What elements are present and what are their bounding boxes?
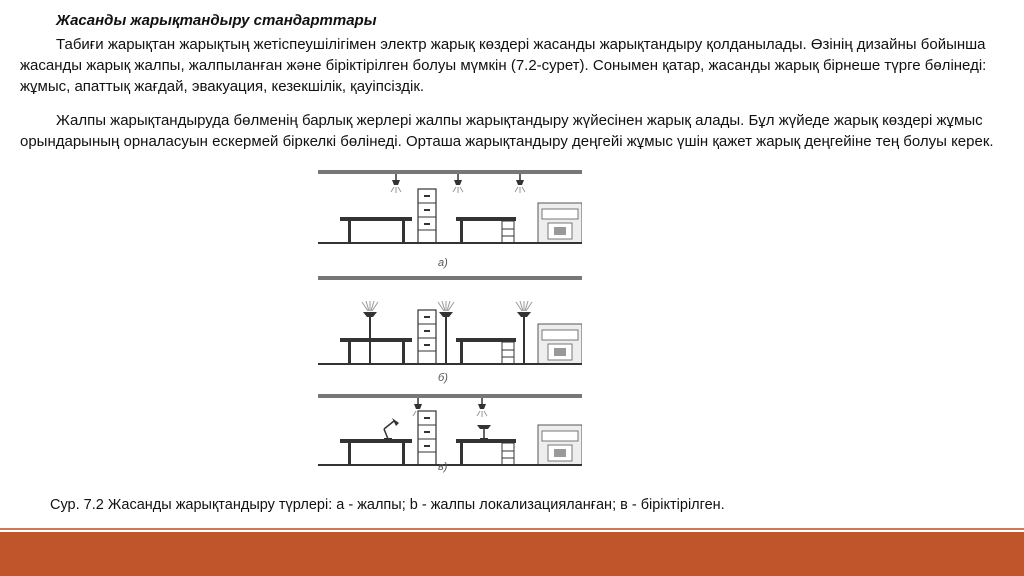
panel-b — [318, 276, 582, 384]
lighting-types-figure — [318, 170, 582, 475]
accent-bar — [0, 532, 1024, 576]
panel-c — [318, 394, 582, 473]
lighting-diagram — [318, 170, 582, 475]
paragraph-2: Жалпы жарықтандыруда бөлменің барлық жерлері жалпы жарықтандыру жүйесінен жарық алады. Бұл жүйеде жарық көздері жұмыс орындарының орналасуын ескермей біркелкі бөлінеді. Орташа жарықтандыру деңгейі жұмыс үшін қажет жарық деңгейіне тең болуы керек. — [20, 112, 994, 150]
slide-title: Жасанды жарықтандыру стандарттары — [56, 12, 377, 29]
accent-line — [0, 528, 1024, 530]
label-c: в) — [438, 461, 448, 473]
panel-a — [318, 170, 582, 269]
label-a: а) — [438, 257, 448, 269]
table-lamp-icon — [477, 425, 491, 439]
label-b: б) — [438, 372, 448, 384]
figure-caption: Сур. 7.2 Жасанды жарықтандыру түрлері: a - жалпы; b - жалпы локализацияланған; в - біріктірілген. — [50, 497, 725, 513]
paragraph-1: Табиғи жарықтан жарықтың жетіспеушілігімен электр жарық көздері жасанды жарықтандыру қолданылады. Өзінің дизайны бойынша жасанды жарық жалпы, жалпыланған және біріктірілген болуы мүмкін (7.2-сурет). Сонымен қатар, жасанды жарық бірнеше түрге бөлінеді: жұмыс, апаттық жағдай, эвакуация, кезекшілік, қауіпсіздік. — [20, 36, 987, 95]
desk-lamp-icon — [384, 418, 399, 439]
